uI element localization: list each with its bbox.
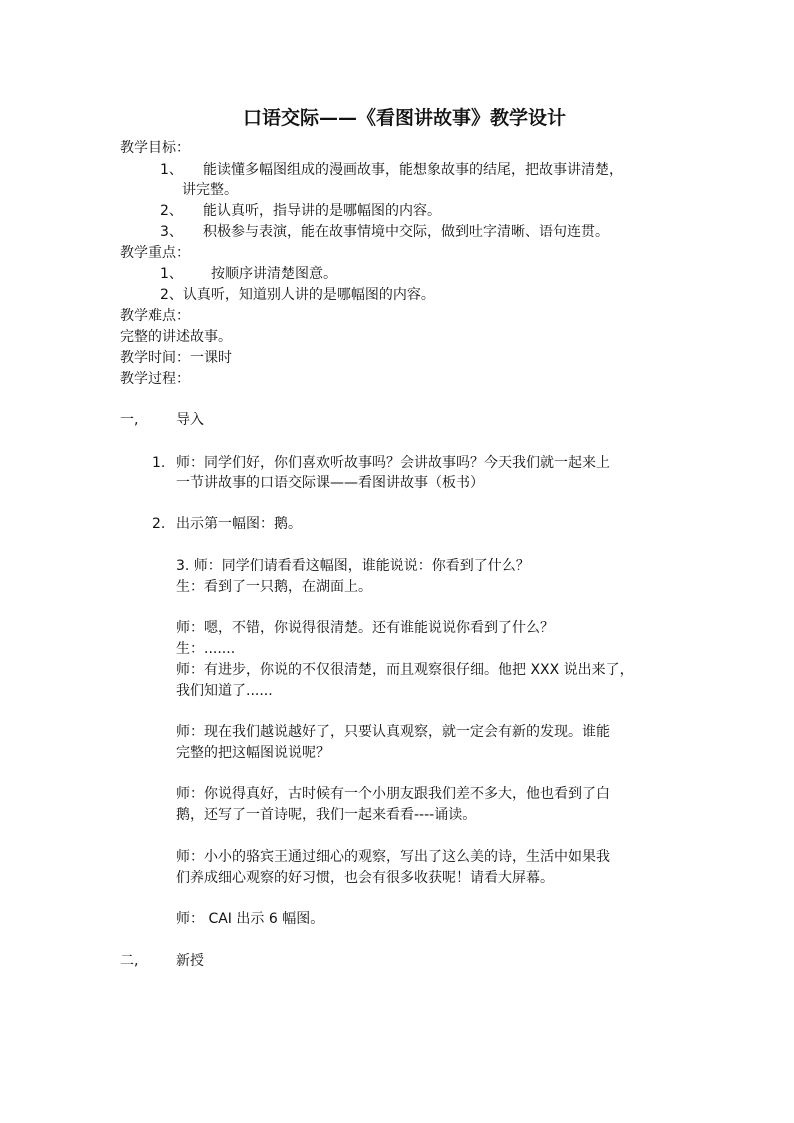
- difficulty-heading: 教学难点：: [120, 308, 190, 324]
- keypoint-2-text: 2、认真听，知道别人讲的是哪幅图的内容。: [160, 287, 435, 303]
- dialogue-teacher-6: 师： CAI 出示 6 幅图。: [176, 911, 325, 927]
- objective-1-text: 能读懂多幅图组成的漫画故事，能想象故事的结尾，把故事讲清楚，: [203, 162, 623, 178]
- process-heading: 教学过程：: [120, 371, 190, 387]
- keypoint-1-text: 按顺序讲清楚图意。: [211, 266, 337, 282]
- teaching-time: 教学时间：一课时: [120, 350, 232, 366]
- section-1-title: 导入: [176, 412, 204, 428]
- keypoints-heading: 教学重点：: [120, 245, 190, 261]
- dialogue-teacher-2-line-1: 师：有进步，你说的不仅很清楚，而且观察很仔细。他把 XXX 说出来了，: [176, 662, 634, 678]
- difficulty-text: 完整的讲述故事。: [120, 329, 232, 345]
- dialogue-teacher-1: 师：嗯，不错，你说得很清楚。还有谁能说说你看到了什么？: [176, 620, 554, 636]
- dialogue-teacher-3-line-2: 完整的把这幅图说说呢？: [176, 745, 330, 761]
- step-1-line-2: 一节讲故事的口语交际课——看图讲故事（板书）: [176, 475, 484, 491]
- section-2-number: 二,: [120, 953, 139, 969]
- dialogue-student-1: 生：.......: [176, 641, 236, 657]
- dialogue-teacher-2-line-2: 我们知道了......: [176, 683, 273, 699]
- dialogue-teacher-5-line-2: 们养成细心观察的好习惯，也会有很多收获呢！请看大屏幕。: [176, 870, 554, 886]
- step-2-number: 2.: [152, 516, 166, 532]
- dialogue-teacher-4-line-1: 师：你说得真好，古时候有一个小朋友跟我们差不多大，他也看到了白: [176, 786, 610, 802]
- objective-2-number: 2、: [160, 203, 183, 219]
- dialogue-step-3-question: 3. 师：同学们请看看这幅图，谁能说说：你看到了什么？: [176, 558, 530, 574]
- objective-1-continuation: 讲完整。: [182, 182, 238, 198]
- dialogue-teacher-4-line-2: 鹅，还写了一首诗呢，我们一起来看看----诵读。: [176, 807, 477, 823]
- section-2-title: 新授: [176, 953, 204, 969]
- objective-3-number: 3、: [160, 224, 183, 240]
- document-title: 口语交际——《看图讲故事》教学设计: [243, 107, 567, 129]
- objective-1-number: 1、: [160, 162, 183, 178]
- step-1-line-1: 师：同学们好，你们喜欢听故事吗？会讲故事吗？今天我们就一起来上: [176, 455, 610, 471]
- objective-2-text: 能认真听，指导讲的是哪幅图的内容。: [203, 203, 441, 219]
- step-2-line-1: 出示第一幅图：鹅。: [176, 516, 302, 532]
- keypoint-1-number: 1、: [160, 266, 183, 282]
- dialogue-teacher-3-line-1: 师：现在我们越说越好了，只要认真观察，就一定会有新的发现。谁能: [176, 724, 610, 740]
- dialogue-teacher-5-line-1: 师：小小的骆宾王通过细心的观察，写出了这么美的诗，生活中如果我: [176, 849, 610, 865]
- section-1-number: 一,: [120, 412, 139, 428]
- objective-3-text: 积极参与表演，能在故事情境中交际，做到吐字清晰、语句连贯。: [203, 224, 609, 240]
- objectives-heading: 教学目标：: [120, 140, 190, 156]
- step-1-number: 1.: [152, 455, 166, 471]
- dialogue-step-3-answer: 生：看到了一只鹅，在湖面上。: [176, 579, 372, 595]
